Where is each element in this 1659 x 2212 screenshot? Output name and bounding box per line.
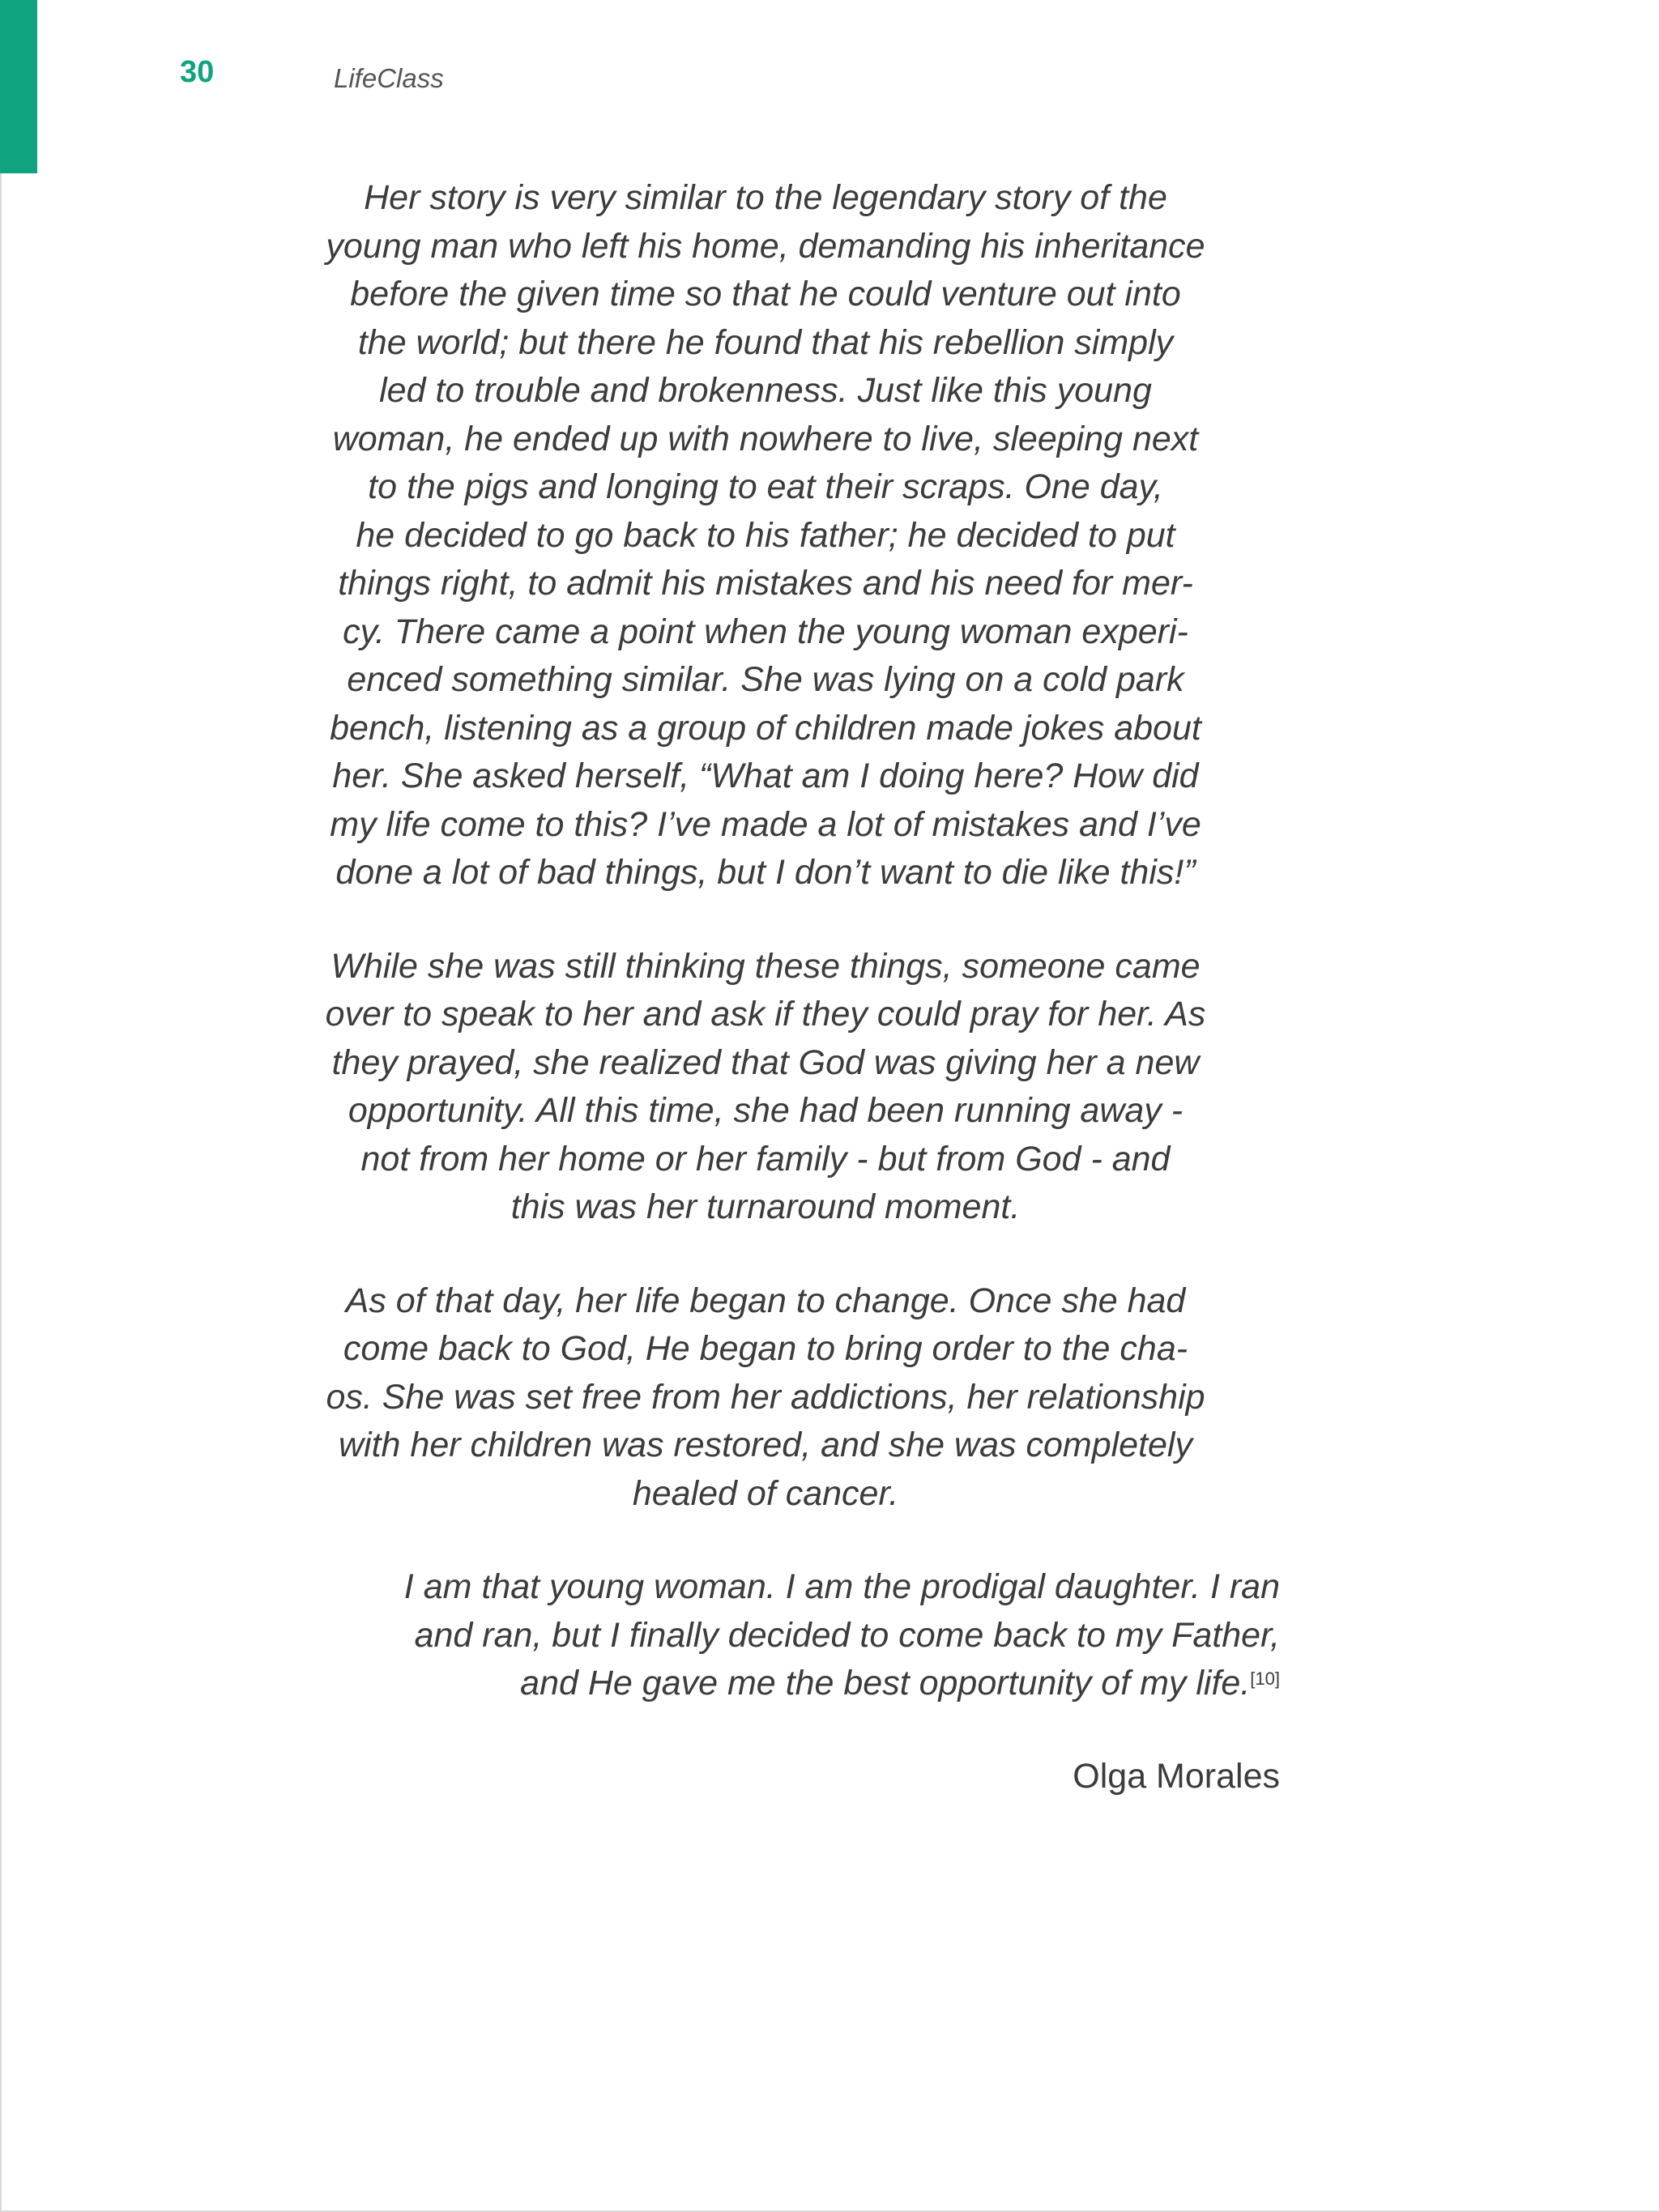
text-line: As of that day, her life began to change. Once she had	[345, 1281, 1186, 1320]
text-line: come back to God, He began to bring order to the cha-	[343, 1329, 1188, 1368]
paragraph-2	[251, 943, 1280, 1232]
text-line: cy. There came a point when the young woman experi-	[343, 612, 1188, 651]
text-line: os. She was set free from her addictions, her relationship	[326, 1377, 1205, 1417]
text-line: woman, he ended up with nowhere to live, sleeping next	[332, 419, 1199, 458]
text-line: I am that young woman. I am the prodigal daughter. I ran	[403, 1567, 1280, 1606]
text-line: her. She asked herself, “What am I doing here? How did	[332, 757, 1199, 795]
text-line: over to speak to her and ask if they could pray for her. As	[325, 995, 1206, 1034]
text-line: enced something similar. She was lying on a cold park	[347, 660, 1184, 699]
body-text	[251, 174, 1280, 1801]
paragraph-1	[251, 174, 1280, 897]
page-edge-line	[0, 173, 2, 2212]
text-line: While she was still thinking these things, someone came	[331, 946, 1201, 986]
text-line: with her children was restored, and she was completely	[338, 1426, 1192, 1464]
text-line-with-footnote	[251, 1660, 1280, 1708]
text-line: young man who left his home, demanding his inheritance	[326, 226, 1205, 266]
paragraph-4	[251, 1563, 1280, 1708]
text-line: opportunity. All this time, she had been running away -	[348, 1091, 1183, 1130]
text-line: he decided to go back to his father; he decided to put	[356, 515, 1175, 555]
text-line: not from her home or her family - but from God - and	[360, 1139, 1171, 1178]
text-line: and ran, but I finally decided to come back to my Father,	[414, 1615, 1280, 1655]
text-line: they prayed, she realized that God was giving her a new	[331, 1042, 1200, 1082]
text-line: and He gave me the best opportunity of my life.	[520, 1664, 1251, 1703]
text-line: done a lot of bad things, but I don’t want to die like this!”	[335, 853, 1196, 892]
text-line: Her story is very similar to the legendary story of the	[364, 178, 1167, 217]
page-accent-bar	[0, 0, 37, 173]
text-line: my life come to this? I’ve made a lot of mistakes and I’ve	[330, 804, 1201, 844]
text-line: the world; but there he found that his rebellion simply	[357, 322, 1174, 362]
footnote-reference[interactable]: [10]	[1250, 1669, 1280, 1689]
author-signature: Olga Morales	[1073, 1756, 1280, 1796]
text-line: healed of cancer.	[632, 1473, 899, 1513]
paragraph-3	[251, 1277, 1280, 1519]
text-line: things right, to admit his mistakes and his need for mer-	[338, 564, 1193, 603]
page-number: 30	[180, 55, 215, 89]
text-line: led to trouble and brokenness. Just like this young	[379, 371, 1152, 410]
text-line: bench, listening as a group of children made jokes about	[330, 708, 1201, 748]
text-line: this was her turnaround moment.	[510, 1187, 1021, 1226]
text-line: to the pigs and longing to eat their scraps. One day,	[368, 467, 1163, 506]
text-line: before the given time so that he could venture out into	[350, 275, 1181, 313]
running-title: LifeClass	[334, 63, 444, 93]
